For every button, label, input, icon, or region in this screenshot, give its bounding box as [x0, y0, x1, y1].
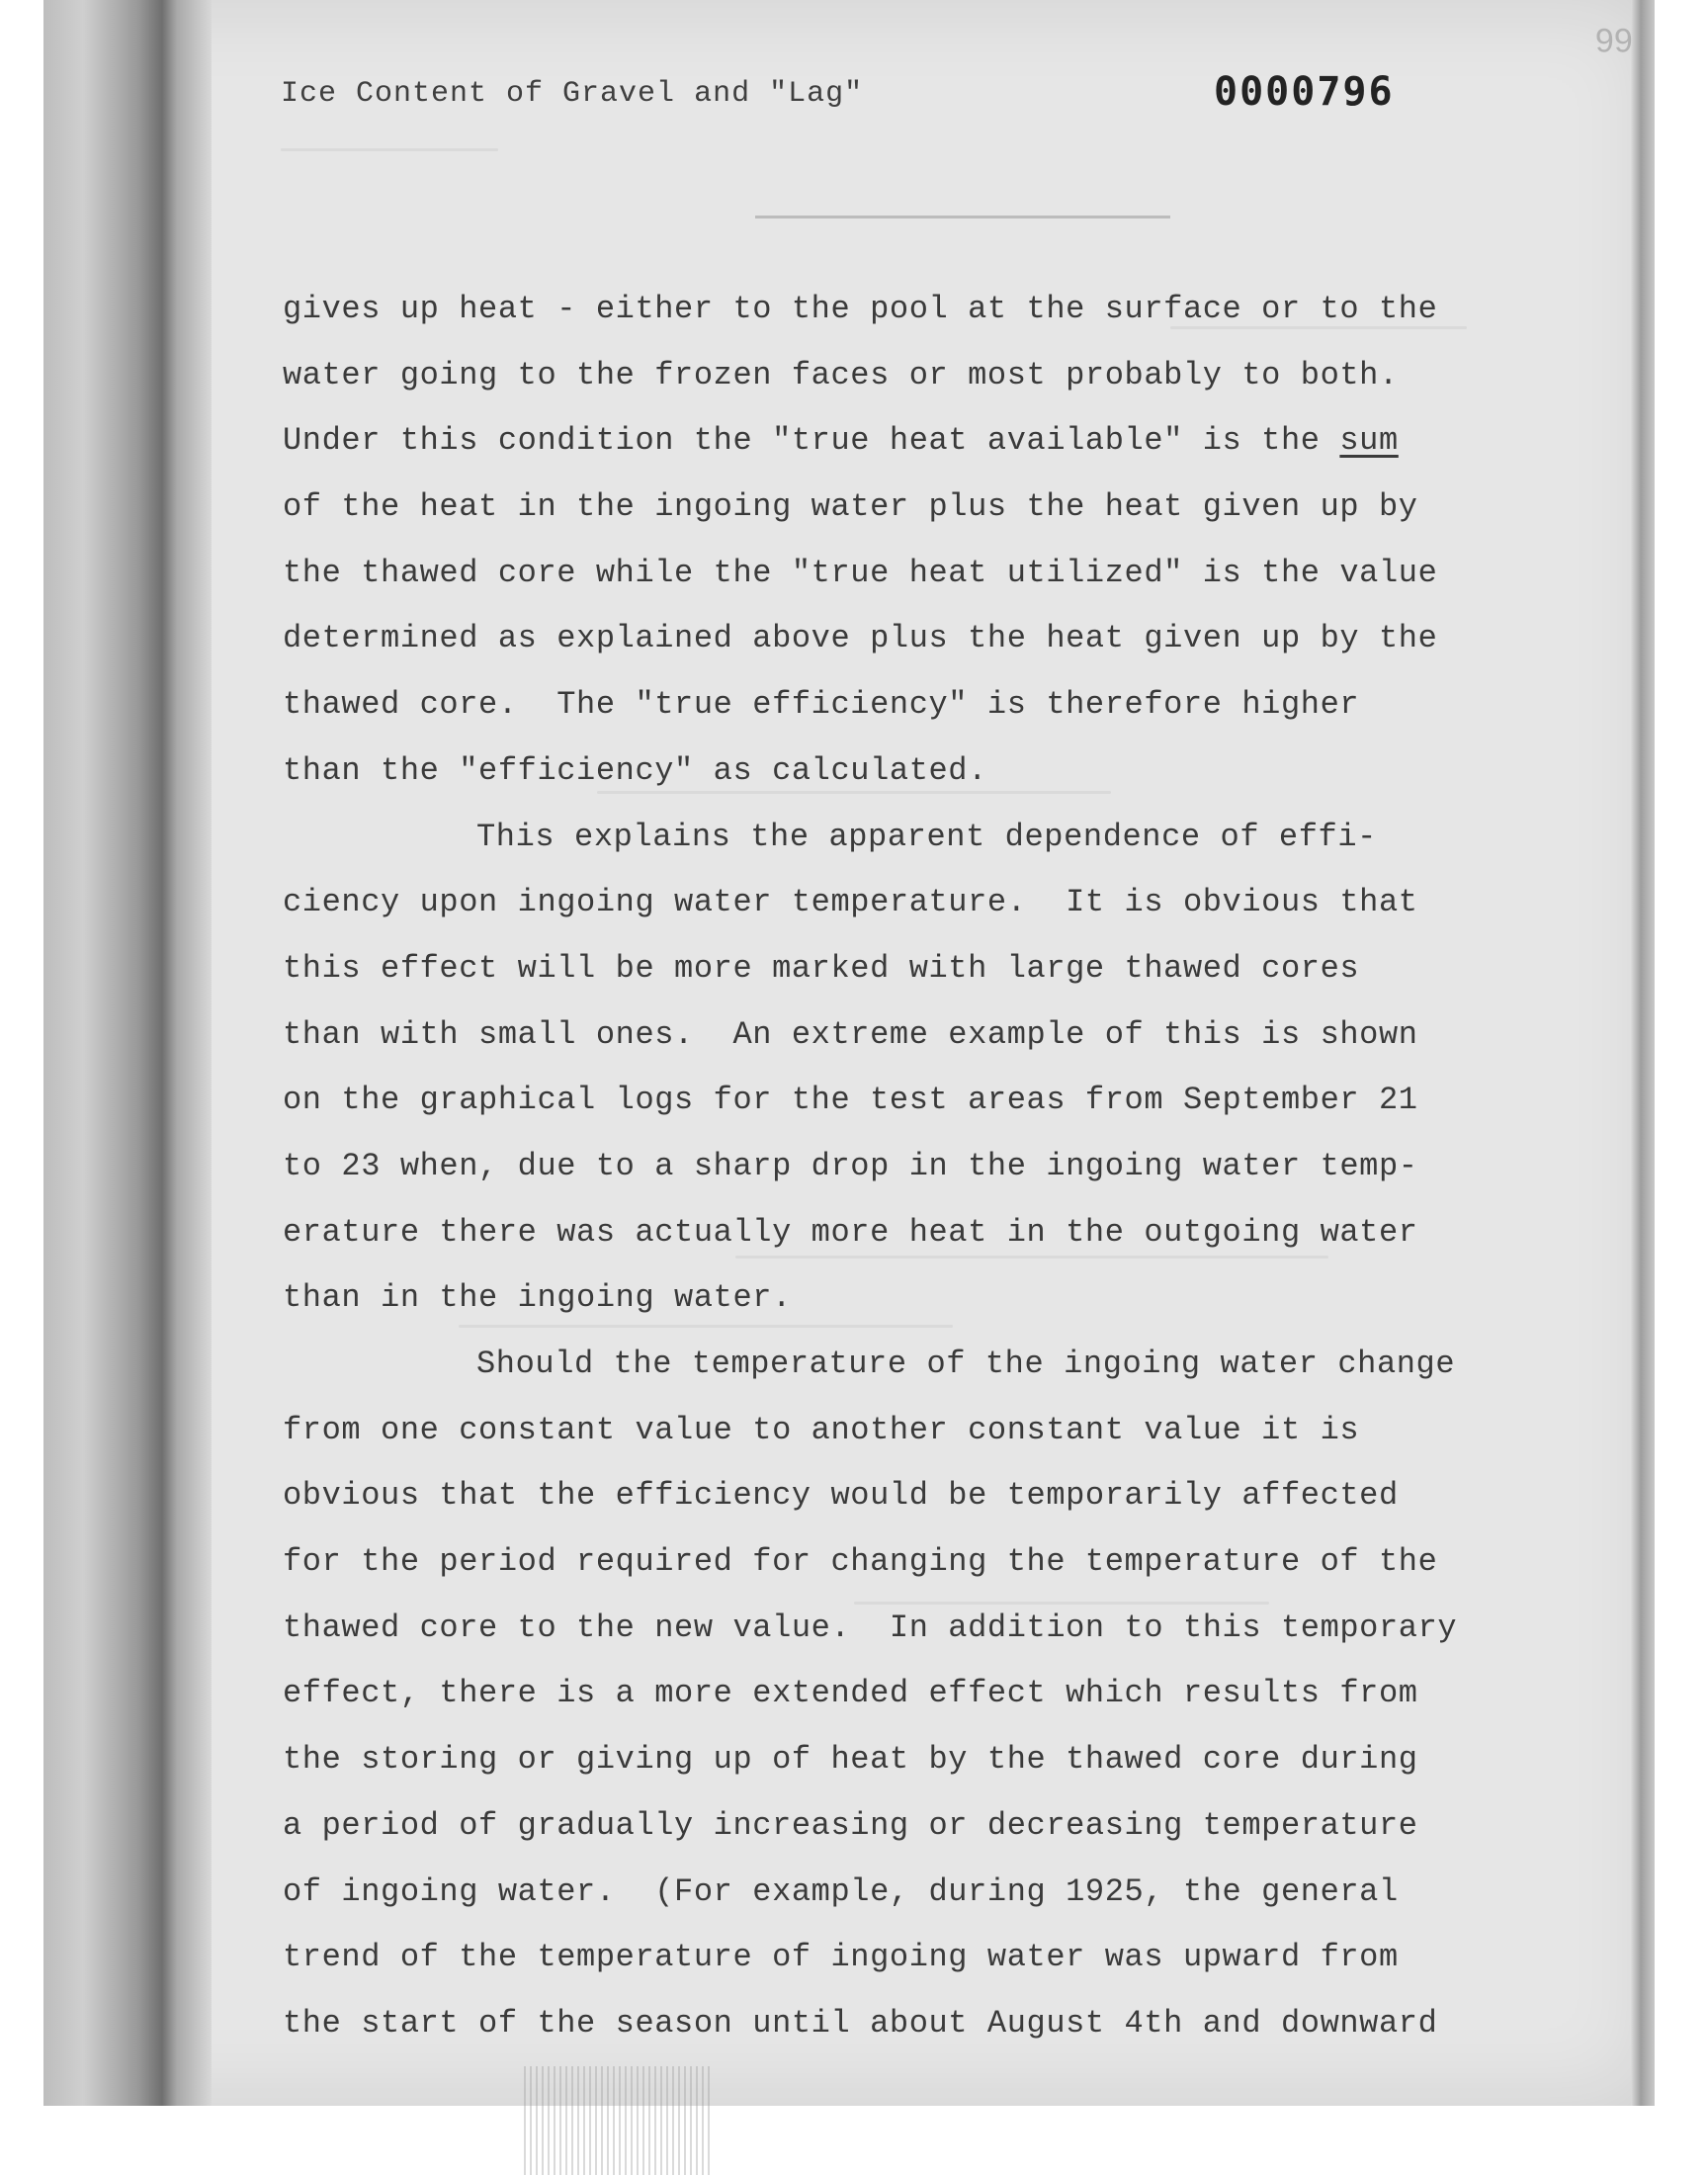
text-line: of the heat in the ingoing water plus the heat given up by	[283, 488, 1418, 526]
text-line: effect, there is a more extended effect which results from	[283, 1675, 1418, 1712]
text-line: than the "efficiency" as calculated.	[283, 751, 987, 789]
text-line: than in the ingoing water.	[283, 1279, 792, 1317]
typed-body-text	[283, 277, 1508, 2057]
text-line: a period of gradually increasing or decreasing temperature	[283, 1806, 1418, 1844]
text-line: determined as explained above plus the heat given up by the	[283, 620, 1438, 657]
faint-header-rule	[755, 216, 1170, 218]
text-line: from one constant value to another constant value it is	[283, 1411, 1360, 1448]
document-number-stamp: 0000796	[1214, 69, 1395, 115]
paragraph-first-line: Should the temperature of the ingoing water change	[476, 1346, 1456, 1382]
text-line: of ingoing water. (For example, during 1925, the general	[283, 1872, 1399, 1910]
text-line: water going to the frozen faces or most probably to both.	[283, 356, 1399, 393]
text-line: trend of the temperature of ingoing water was upward from	[283, 1939, 1399, 1976]
scan-left-margin-band	[43, 0, 212, 2106]
text-line: thawed core to the new value. In addition to this temporary	[283, 1609, 1458, 1646]
text-line: thawed core. The "true efficiency" is therefore higher	[283, 686, 1360, 724]
text-line: the storing or giving up of heat by the thawed core during	[283, 1741, 1418, 1779]
text-line: gives up heat - either to the pool at the surface or to the	[283, 291, 1438, 327]
corner-page-mark: 66	[1595, 21, 1633, 58]
text-line: to 23 when, due to a sharp drop in the ingoing water temp-	[283, 1147, 1418, 1184]
bleed-through-mark	[281, 148, 498, 151]
text-line: the thawed core while the "true heat utilized" is the value	[283, 554, 1438, 591]
text-line: on the graphical logs for the test areas from September 21	[283, 1082, 1418, 1119]
paragraph-first-line: This explains the apparent dependence of effi-	[476, 818, 1377, 855]
text-line: this effect will be more marked with large thawed cores	[283, 949, 1360, 987]
text-line: than with small ones. An extreme example of this is shown	[283, 1015, 1418, 1053]
text-line-part: Under this condition the "true heat available" is the	[283, 422, 1340, 460]
text-line: obvious that the efficiency would be temporarily affected	[283, 1477, 1399, 1515]
text-line: the start of the season until about August 4th and downward	[283, 2004, 1438, 2042]
underlined-word: sum	[1339, 422, 1399, 460]
text-line	[283, 408, 1508, 475]
text-line: ciency upon ingoing water temperature. It is obvious that	[283, 884, 1418, 921]
scan-streak-artifact	[524, 2066, 712, 2175]
page-header-title: Ice Content of Gravel and "Lag"	[281, 77, 864, 111]
text-line: erature there was actually more heat in the outgoing water	[283, 1213, 1418, 1251]
scan-right-edge	[1631, 0, 1655, 2106]
text-line: for the period required for changing the temperature of the	[283, 1543, 1438, 1581]
